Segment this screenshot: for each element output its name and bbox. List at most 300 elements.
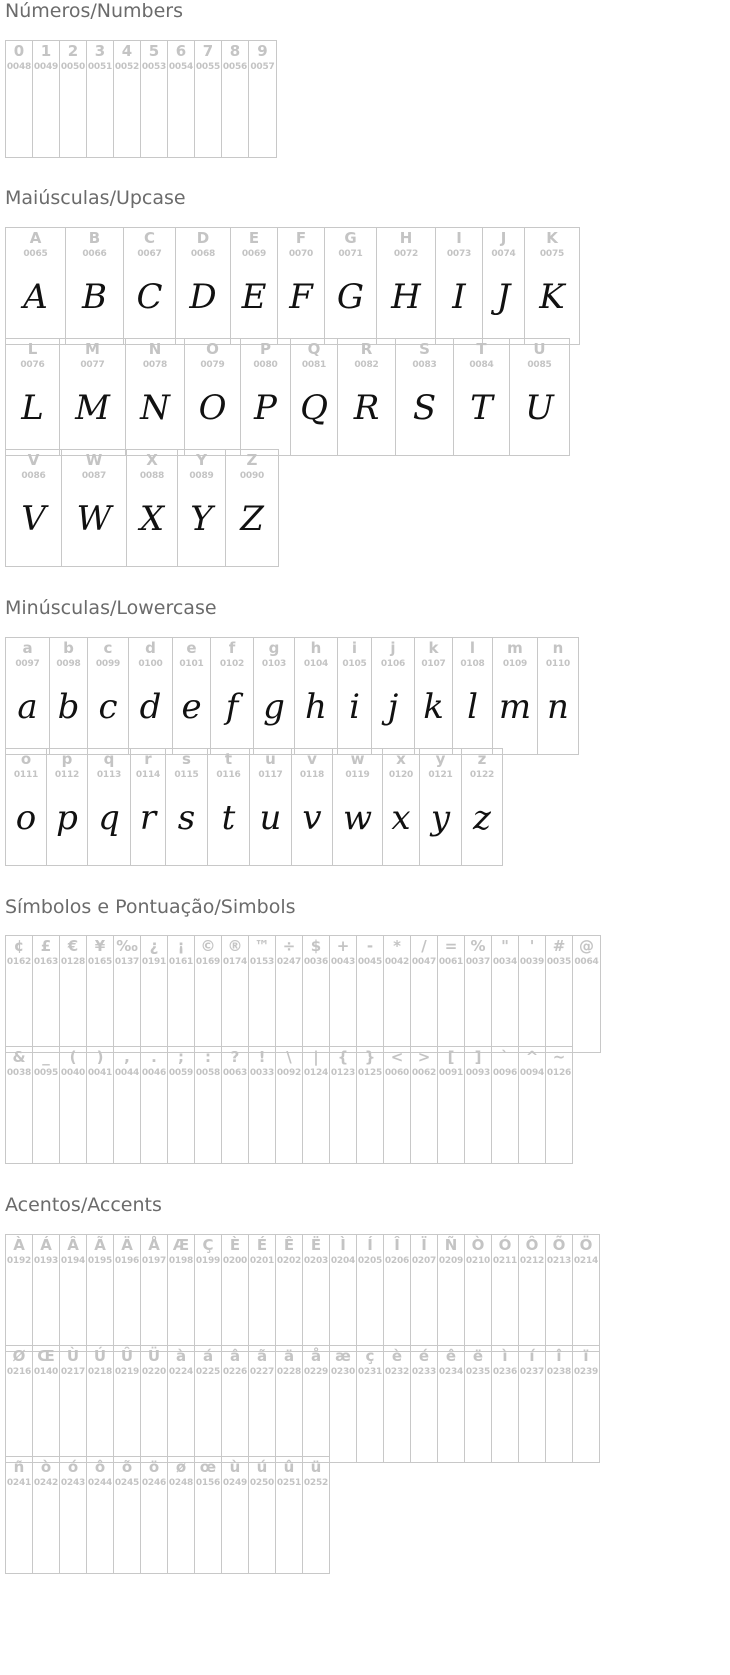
glyph-cell — [221, 1456, 248, 1574]
glyph-character-label: p — [61, 750, 73, 768]
glyph-sample: P — [254, 388, 277, 428]
glyph-code-label: 0231 — [357, 1367, 383, 1377]
glyph-character-label: y — [435, 750, 446, 768]
glyph-code-label: 0233 — [411, 1367, 437, 1377]
glyph-code-label: 0056 — [222, 62, 248, 72]
glyph-character-label: d — [145, 639, 156, 657]
glyph-cell — [46, 748, 87, 866]
glyph-cell — [572, 1234, 600, 1352]
glyph-cell — [383, 1345, 410, 1463]
glyph-character-label: 5 — [148, 42, 160, 60]
glyph-character-label: c — [103, 639, 113, 657]
glyph-character-label: È — [229, 1236, 241, 1254]
glyph-character-label: \ — [286, 1048, 292, 1066]
glyph-cell — [518, 935, 545, 1053]
glyph-cell — [518, 1345, 545, 1463]
glyph-cell — [59, 1046, 86, 1164]
glyph-character-label: @ — [579, 937, 594, 955]
glyph-code-label: 0204 — [330, 1256, 356, 1266]
glyph-character-label: ! — [258, 1048, 266, 1066]
glyph-code-label: 0241 — [6, 1478, 32, 1488]
glyph-character-label: S — [419, 340, 430, 358]
glyph-code-label: 0059 — [168, 1068, 194, 1078]
glyph-code-label: 0121 — [428, 770, 453, 780]
glyph-sample: D — [189, 277, 217, 317]
glyph-character-label: À — [13, 1236, 25, 1254]
glyph-code-label: 0062 — [411, 1068, 437, 1078]
glyph-code-label: 0082 — [354, 360, 379, 370]
glyph-code-label: 0096 — [492, 1068, 518, 1078]
glyph-cell — [464, 1345, 491, 1463]
glyph-character-label: ¢ — [13, 937, 25, 955]
glyph-cell — [248, 1345, 275, 1463]
glyph-cell — [221, 935, 248, 1053]
glyph-sample: v — [302, 798, 322, 838]
glyph-sample: r — [139, 798, 157, 838]
glyph-character-label: u — [265, 750, 276, 768]
glyph-code-label: 0196 — [114, 1256, 140, 1266]
glyph-cell — [172, 637, 210, 755]
glyph-cell — [221, 40, 248, 158]
section-title-acentos-accents: Acentos/Accents — [5, 1194, 162, 1216]
glyph-code-label: 0203 — [303, 1256, 329, 1266]
glyph-character-label: ù — [229, 1458, 241, 1476]
glyph-cell — [437, 1345, 464, 1463]
glyph-character-label: # — [552, 937, 566, 955]
glyph-character-label: Ù — [66, 1347, 80, 1365]
glyph-character-label: Â — [67, 1236, 79, 1254]
glyph-character-label: £ — [40, 937, 52, 955]
glyph-cell — [324, 227, 376, 345]
glyph-code-label: 0235 — [465, 1367, 491, 1377]
glyph-code-label: 0034 — [492, 957, 518, 967]
glyph-code-label: 0095 — [33, 1068, 59, 1078]
glyph-code-label: 0091 — [438, 1068, 464, 1078]
glyph-code-label: 0045 — [357, 957, 383, 967]
glyph-cell — [537, 637, 579, 755]
glyph-character-label: Ñ — [444, 1236, 458, 1254]
glyph-code-label: 0219 — [114, 1367, 140, 1377]
glyph-code-label: 0128 — [60, 957, 86, 967]
glyph-code-label: 0227 — [249, 1367, 275, 1377]
glyph-character-label: m — [507, 639, 523, 657]
glyph-cell — [140, 1345, 167, 1463]
section-title-simbolos-e-pontuacao-simbols: Símbolos e Pontuação/Simbols — [5, 896, 296, 918]
glyph-character-label: á — [202, 1347, 214, 1365]
glyph-cell — [87, 637, 128, 755]
glyph-code-label: 0074 — [491, 249, 516, 259]
glyph-sample: F — [289, 277, 313, 317]
glyph-character-label: < — [390, 1048, 404, 1066]
glyph-cell — [113, 1046, 140, 1164]
glyph-cell — [87, 748, 130, 866]
glyph-sample: p — [56, 798, 78, 838]
glyph-sample: q — [98, 798, 120, 838]
glyph-cell — [275, 1456, 302, 1574]
glyph-sample: w — [342, 798, 373, 838]
glyph-sample: C — [136, 277, 163, 317]
glyph-cell — [86, 40, 113, 158]
glyph-code-label: 0086 — [21, 471, 46, 481]
glyph-sample: l — [467, 687, 478, 727]
glyph-cell — [240, 338, 290, 456]
glyph-character-label: ó — [67, 1458, 79, 1476]
glyph-cell — [5, 935, 32, 1053]
glyph-character-label: ä — [283, 1347, 295, 1365]
glyph-code-label: 0037 — [465, 957, 491, 967]
glyph-cell — [248, 1456, 275, 1574]
glyph-character-label: 2 — [67, 42, 79, 60]
glyph-code-label: 0125 — [357, 1068, 383, 1078]
glyph-code-label: 0078 — [142, 360, 168, 370]
glyph-cell — [5, 449, 61, 567]
glyph-code-label: 0046 — [141, 1068, 167, 1078]
glyph-code-label: 0039 — [519, 957, 545, 967]
glyph-code-label: 0140 — [33, 1367, 59, 1377]
glyph-character-label: - — [366, 937, 374, 955]
glyph-code-label: 0250 — [249, 1478, 275, 1488]
glyph-cell — [210, 637, 253, 755]
glyph-cell — [414, 637, 452, 755]
glyph-cell — [175, 227, 230, 345]
glyph-cell — [329, 1345, 356, 1463]
glyph-code-label: 0035 — [546, 957, 572, 967]
glyph-code-label: 0218 — [87, 1367, 113, 1377]
glyph-character-label: Y — [196, 451, 207, 469]
glyph-code-label: 0225 — [195, 1367, 221, 1377]
glyph-character-label: ¥ — [94, 937, 106, 955]
glyph-character-label: > — [417, 1048, 431, 1066]
glyph-code-label: 0105 — [342, 659, 367, 669]
glyph-cell — [302, 1234, 329, 1352]
glyph-sample: O — [198, 388, 227, 428]
glyph-sample: h — [305, 687, 327, 727]
glyph-cell — [332, 748, 382, 866]
glyph-cell — [329, 935, 356, 1053]
glyph-code-label: 0089 — [189, 471, 214, 481]
glyph-cell — [382, 748, 419, 866]
glyph-character-label: â — [229, 1347, 241, 1365]
glyph-cell — [49, 637, 87, 755]
glyph-cell — [395, 338, 453, 456]
glyph-cell — [86, 1345, 113, 1463]
glyph-cell — [572, 935, 601, 1053]
glyph-cell — [545, 1046, 573, 1164]
glyph-cell — [140, 1234, 167, 1352]
glyph-code-label: 0053 — [141, 62, 167, 72]
glyph-character-label: ú — [256, 1458, 268, 1476]
glyph-cell — [248, 1234, 275, 1352]
glyph-character-label: i — [351, 639, 358, 657]
glyph-code-label: 0055 — [195, 62, 221, 72]
glyph-character-label: B — [88, 229, 101, 247]
glyph-code-label: 0156 — [195, 1478, 221, 1488]
glyph-character-label: / — [421, 937, 427, 955]
glyph-cell — [5, 637, 49, 755]
glyph-code-label: 0252 — [303, 1478, 329, 1488]
glyph-character-label: û — [283, 1458, 295, 1476]
glyph-character-label: Æ — [172, 1236, 190, 1254]
glyph-cell — [482, 227, 524, 345]
glyph-cell — [452, 637, 492, 755]
glyph-cell — [61, 449, 126, 567]
glyph-character-label: Á — [40, 1236, 52, 1254]
glyph-sample: i — [349, 687, 360, 727]
glyph-code-label: 0213 — [546, 1256, 572, 1266]
glyph-character-label: ; — [178, 1048, 184, 1066]
glyph-code-label: 0116 — [216, 770, 241, 780]
glyph-character-label: r — [144, 750, 152, 768]
glyph-character-label: ë — [472, 1347, 484, 1365]
glyph-character-label: C — [143, 229, 155, 247]
glyph-code-label: 0114 — [135, 770, 161, 780]
glyph-code-label: 0101 — [179, 659, 204, 669]
glyph-character-label: " — [501, 937, 509, 955]
glyph-code-label: 0224 — [168, 1367, 194, 1377]
glyph-cell — [32, 1234, 59, 1352]
glyph-code-label: 0110 — [545, 659, 571, 669]
glyph-code-label: 0058 — [195, 1068, 221, 1078]
glyph-cell — [435, 227, 482, 345]
glyph-character-label: $ — [310, 937, 322, 955]
glyph-cell — [275, 1046, 302, 1164]
glyph-sample: T — [470, 388, 493, 428]
glyph-character-label: j — [390, 639, 396, 657]
glyph-code-label: 0165 — [87, 957, 113, 967]
glyph-character-label: Œ — [37, 1347, 55, 1365]
glyph-cell — [383, 935, 410, 1053]
glyph-cell — [410, 935, 437, 1053]
glyph-character-label: a — [22, 639, 33, 657]
glyph-character-label: A — [29, 229, 42, 247]
glyph-character-label: ÷ — [282, 937, 296, 955]
glyph-character-label: Í — [367, 1236, 373, 1254]
glyph-character-label: ® — [227, 937, 243, 955]
glyph-code-label: 0124 — [303, 1068, 329, 1078]
glyph-sample: X — [139, 499, 165, 539]
glyph-cell — [5, 1345, 32, 1463]
glyph-sample: S — [412, 388, 437, 428]
glyph-code-label: 0108 — [460, 659, 485, 669]
glyph-cell — [194, 40, 221, 158]
glyph-code-label: 0117 — [258, 770, 283, 780]
glyph-code-label: 0211 — [492, 1256, 518, 1266]
glyph-cell — [5, 1456, 32, 1574]
glyph-character-label: J — [500, 229, 507, 247]
glyph-character-label: K — [546, 229, 558, 247]
glyph-character-label: g — [268, 639, 280, 657]
glyph-cell — [59, 1456, 86, 1574]
glyph-character-label: , — [124, 1048, 130, 1066]
glyph-cell — [140, 1046, 167, 1164]
glyph-cell — [221, 1046, 248, 1164]
glyph-code-label: 0163 — [33, 957, 59, 967]
glyph-code-label: 0093 — [465, 1068, 491, 1078]
glyph-cell — [5, 1046, 32, 1164]
glyph-cell — [86, 1234, 113, 1352]
glyph-character-label: ï — [583, 1347, 589, 1365]
glyph-cell — [194, 1345, 221, 1463]
glyph-cell — [492, 637, 537, 755]
glyph-cell — [356, 1345, 383, 1463]
glyph-sample: n — [547, 687, 569, 727]
glyph-cell — [545, 1345, 572, 1463]
glyph-cell — [302, 935, 329, 1053]
glyph-cell — [329, 1234, 356, 1352]
glyph-character-label: ì — [502, 1347, 508, 1365]
glyph-code-label: 0153 — [249, 957, 275, 967]
glyph-cell — [302, 1345, 329, 1463]
glyph-code-label: 0064 — [574, 957, 599, 967]
glyph-code-label: 0137 — [114, 957, 140, 967]
glyph-cell — [275, 935, 302, 1053]
glyph-sample: f — [225, 687, 239, 727]
glyph-character-label: ‰ — [116, 937, 138, 955]
glyph-code-label: 0122 — [469, 770, 495, 780]
glyph-cell — [464, 1046, 491, 1164]
glyph-code-label: 0038 — [6, 1068, 32, 1078]
glyph-code-label: 0244 — [87, 1478, 113, 1488]
glyph-code-label: 0109 — [502, 659, 528, 669]
glyph-cell — [123, 227, 175, 345]
glyph-code-label: 0239 — [573, 1367, 599, 1377]
glyph-sample: s — [177, 798, 196, 838]
glyph-cell — [277, 227, 324, 345]
glyph-code-label: 0069 — [241, 249, 267, 259]
glyph-cell — [461, 748, 503, 866]
glyph-cell — [545, 1234, 572, 1352]
glyph-cell — [383, 1234, 410, 1352]
glyph-character-label: ò — [40, 1458, 52, 1476]
glyph-code-label: 0251 — [276, 1478, 302, 1488]
section-title-maiusculas-upcase: Maiúsculas/Upcase — [5, 187, 186, 209]
glyph-character-label: © — [200, 937, 216, 955]
glyph-cell — [113, 40, 140, 158]
glyph-character-label: ' — [529, 937, 535, 955]
glyph-code-label: 0205 — [357, 1256, 383, 1266]
glyph-character-label: E — [248, 229, 260, 247]
glyph-character-label: ¿ — [149, 937, 159, 955]
glyph-code-label: 0113 — [96, 770, 122, 780]
glyph-cell — [464, 935, 491, 1053]
glyph-character-label: e — [186, 639, 197, 657]
glyph-character-label: 3 — [94, 42, 106, 60]
glyph-sample: g — [263, 687, 285, 727]
glyph-character-label: Ã — [94, 1236, 106, 1254]
glyph-character-label: W — [85, 451, 103, 469]
glyph-code-label: 0077 — [80, 360, 105, 370]
glyph-cell — [383, 1046, 410, 1164]
glyph-code-label: 0102 — [219, 659, 245, 669]
glyph-sample: L — [21, 388, 44, 428]
glyph-code-label: 0068 — [190, 249, 216, 259]
glyph-cell — [194, 1234, 221, 1352]
glyph-cell — [125, 338, 184, 456]
glyph-sample: b — [57, 687, 80, 727]
glyph-cell — [410, 1046, 437, 1164]
glyph-sample: t — [221, 798, 236, 838]
glyph-code-label: 0236 — [492, 1367, 518, 1377]
glyph-cell — [59, 338, 125, 456]
glyph-character-label: D — [196, 229, 210, 247]
glyph-code-label: 0111 — [13, 770, 39, 780]
glyph-character-label: G — [344, 229, 357, 247]
glyph-sample: E — [241, 277, 267, 317]
glyph-cell — [140, 935, 167, 1053]
glyph-code-label: 0162 — [6, 957, 32, 967]
glyph-cell — [275, 1234, 302, 1352]
glyph-code-label: 0226 — [222, 1367, 248, 1377]
glyph-cell — [545, 935, 572, 1053]
glyph-sample: u — [259, 798, 282, 838]
glyph-code-label: 0033 — [249, 1068, 275, 1078]
glyph-cell — [32, 1345, 59, 1463]
glyph-code-label: 0079 — [200, 360, 225, 370]
glyph-character-label: o — [20, 750, 32, 768]
glyph-character-label: € — [67, 937, 79, 955]
glyph-code-label: 0237 — [519, 1367, 545, 1377]
glyph-cell — [337, 637, 371, 755]
glyph-character-label: ê — [445, 1347, 457, 1365]
glyph-character-label: & — [12, 1048, 26, 1066]
glyph-code-label: 0080 — [253, 360, 278, 370]
glyph-cell — [5, 748, 46, 866]
glyph-code-label: 0126 — [546, 1068, 572, 1078]
glyph-character-label: n — [552, 639, 564, 657]
glyph-sample: k — [423, 687, 444, 727]
glyph-character-label: œ — [199, 1458, 217, 1476]
glyph-cell — [249, 748, 291, 866]
glyph-code-label: 0057 — [250, 62, 275, 72]
glyph-cell — [491, 935, 518, 1053]
glyph-character-label: É — [256, 1236, 268, 1254]
glyph-character-label: Ç — [202, 1236, 214, 1254]
glyph-character-label: R — [360, 340, 373, 358]
glyph-cell — [86, 1456, 113, 1574]
glyph-character-label: ( — [69, 1048, 77, 1066]
glyph-cell — [32, 40, 59, 158]
glyph-code-label: 0075 — [539, 249, 565, 259]
glyph-code-label: 0201 — [249, 1256, 275, 1266]
glyph-character-label: Õ — [552, 1236, 566, 1254]
glyph-cell — [5, 40, 32, 158]
glyph-code-label: 0249 — [222, 1478, 248, 1488]
glyph-character-label: ™ — [254, 937, 270, 955]
glyph-cell — [126, 449, 177, 567]
glyph-sample: J — [496, 277, 511, 317]
glyph-code-label: 0067 — [137, 249, 162, 259]
glyph-cell — [5, 338, 59, 456]
glyph-cell — [59, 935, 86, 1053]
glyph-cell — [86, 1046, 113, 1164]
glyph-character-label: Ó — [498, 1236, 512, 1254]
glyph-cell — [248, 935, 275, 1053]
glyph-character-label: õ — [121, 1458, 133, 1476]
glyph-character-label: Ø — [12, 1347, 26, 1365]
glyph-cell — [207, 748, 249, 866]
glyph-sample: I — [452, 277, 466, 317]
glyph-sample: V — [21, 499, 46, 539]
glyph-character-label: N — [148, 340, 162, 358]
glyph-cell — [464, 1234, 491, 1352]
glyph-character-label: Ô — [525, 1236, 539, 1254]
glyph-character-label: % — [470, 937, 486, 955]
glyph-code-label: 0036 — [303, 957, 329, 967]
glyph-cell — [65, 227, 123, 345]
glyph-code-label: 0207 — [411, 1256, 437, 1266]
glyph-character-label: | — [313, 1048, 319, 1066]
glyph-character-label: b — [63, 639, 74, 657]
